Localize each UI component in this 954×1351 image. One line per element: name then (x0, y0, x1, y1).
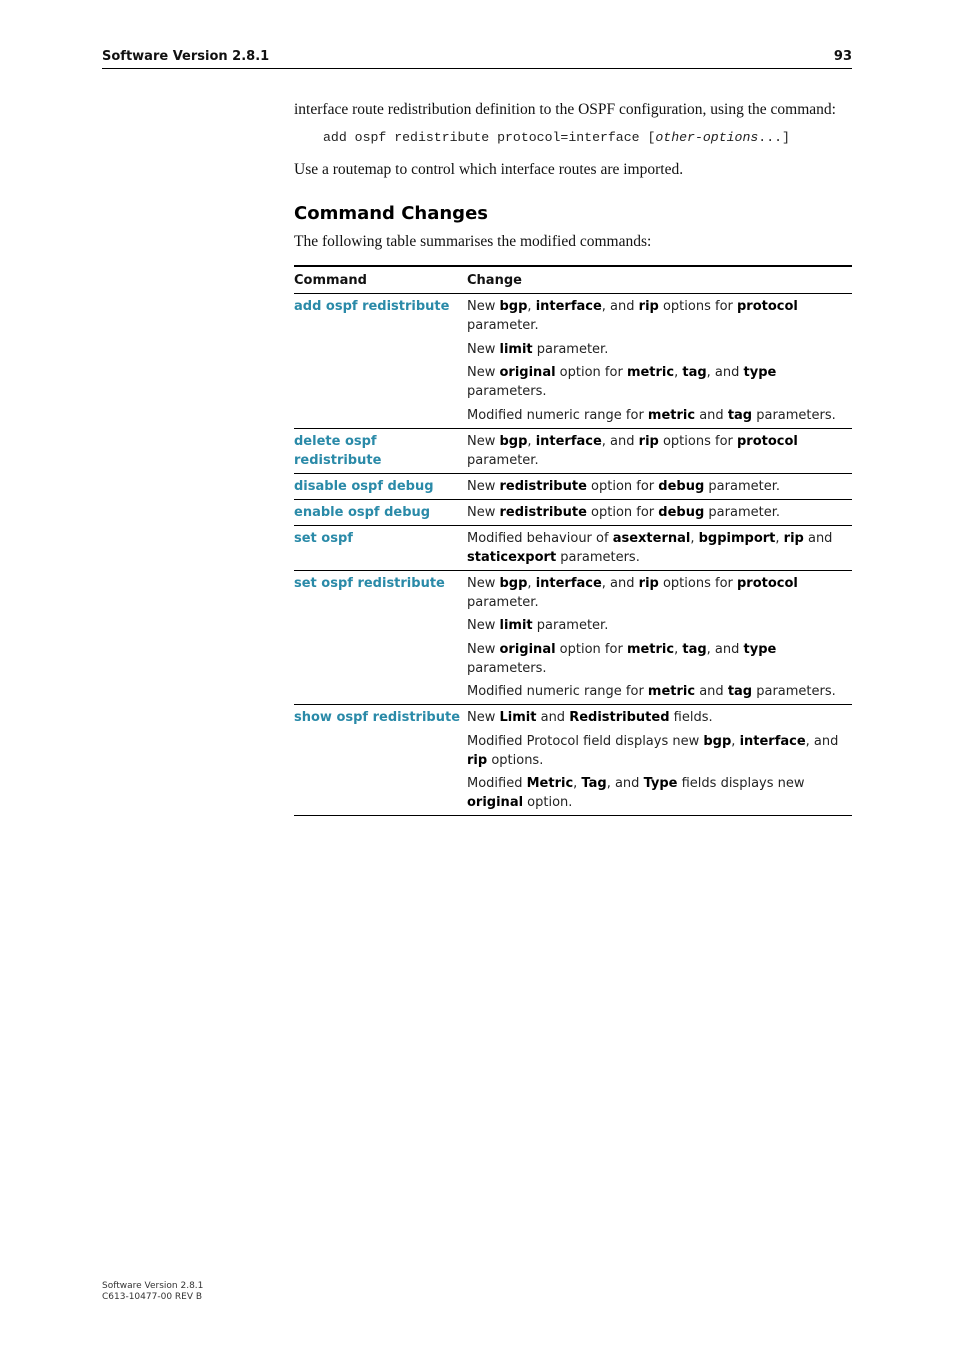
keyword: original (499, 641, 556, 657)
page-number: 93 (833, 49, 852, 64)
keyword: Tag (581, 776, 607, 791)
section-heading: Command Changes (294, 203, 488, 224)
keyword: protocol (737, 299, 798, 314)
keyword: bgpimport (698, 530, 776, 546)
keyword: original (499, 365, 556, 380)
change-text: , and (706, 365, 744, 380)
change-line (467, 529, 852, 567)
change-text: New (467, 710, 500, 725)
keyword: interface (535, 433, 602, 449)
change-line (467, 406, 852, 425)
command-cell (294, 499, 467, 525)
footer-version: Software Version 2.8.1 (102, 1281, 204, 1291)
change-text: , (674, 365, 683, 380)
keyword: metric (647, 684, 696, 699)
keyword: debug (658, 478, 705, 494)
change-text: option. (523, 795, 573, 810)
change-line (467, 574, 852, 612)
change-line (467, 708, 852, 727)
keyword: redistribute (499, 478, 587, 494)
command-link[interactable]: disable ospf debug (294, 478, 434, 494)
change-line (467, 363, 852, 401)
main-content (294, 100, 852, 816)
change-text: , (775, 530, 784, 546)
change-text: New (467, 504, 500, 520)
change-text: options. (487, 752, 544, 768)
change-text: parameters. (467, 384, 547, 399)
section-intro: The following table summarises the modified commands: (294, 233, 652, 250)
change-text: and (536, 710, 570, 725)
keyword: rip (638, 575, 659, 591)
keyword: tag (727, 684, 753, 699)
change-text: parameters. (467, 660, 547, 676)
keyword: Redistributed (569, 710, 670, 725)
command-link[interactable]: add ospf redistribute (294, 299, 450, 314)
change-text: parameter. (704, 504, 780, 520)
page-footer (102, 1281, 203, 1303)
change-text: , and (601, 575, 639, 591)
change-line (467, 640, 852, 678)
keyword: Type (643, 776, 678, 791)
keyword: Limit (499, 710, 537, 725)
change-text: , (731, 733, 740, 749)
change-text: parameter. (532, 341, 609, 357)
column-header-change: Change (467, 266, 852, 294)
command-example (323, 130, 852, 145)
change-cell (467, 525, 852, 570)
table-body (294, 294, 852, 816)
change-line (467, 682, 852, 701)
keyword: limit (499, 341, 533, 357)
keyword: type (743, 641, 777, 657)
change-text: Modified numeric range for (467, 407, 648, 423)
change-line (467, 477, 852, 496)
change-text: Modified Protocol field displays new (467, 733, 704, 749)
column-header-command: Command (294, 266, 467, 294)
change-cell (467, 473, 852, 499)
change-text: option for (586, 478, 659, 494)
table-row (294, 428, 852, 473)
change-text: parameter. (467, 594, 539, 610)
change-line (467, 503, 852, 522)
keyword: metric (647, 407, 696, 423)
change-text: New (467, 433, 500, 449)
change-text: , (527, 433, 536, 449)
change-line (467, 432, 852, 470)
command-cell (294, 294, 467, 429)
change-cell (467, 499, 852, 525)
change-text: and (695, 407, 728, 423)
change-text: and (803, 530, 833, 546)
change-text: parameter. (532, 618, 609, 633)
keyword: bgp (499, 299, 528, 314)
change-text: option for (586, 504, 659, 520)
change-text: , (527, 575, 536, 591)
keyword: limit (499, 618, 533, 633)
change-text: New (467, 478, 500, 494)
change-text: options for (658, 575, 737, 591)
keyword: rip (467, 752, 488, 768)
change-text: Modified numeric range for (467, 684, 648, 699)
change-text: New (467, 618, 500, 633)
change-text: New (467, 299, 500, 314)
keyword: Metric (526, 776, 574, 791)
change-text: , (690, 530, 699, 546)
change-text: parameter. (704, 478, 780, 494)
paragraph-interface-route: interface route redistribution definition to the OSPF configuration, using the command: (294, 101, 836, 118)
command-cell (294, 705, 467, 816)
code-prefix: add ospf redistribute protocol=interface [ (323, 130, 656, 145)
change-text: , (573, 776, 582, 791)
command-cell (294, 473, 467, 499)
command-link[interactable]: set ospf (294, 530, 353, 546)
change-text: , and (606, 776, 644, 791)
change-line (467, 297, 852, 335)
change-text: , and (706, 641, 744, 657)
change-text: Modified (467, 776, 527, 791)
keyword: metric (626, 365, 675, 380)
keyword: interface (739, 733, 806, 749)
keyword: original (467, 795, 524, 810)
change-text: and (695, 684, 728, 699)
keyword: asexternal (612, 530, 691, 546)
change-line (467, 340, 852, 359)
change-text: , (527, 299, 536, 314)
keyword: bgp (703, 733, 732, 749)
keyword: tag (727, 407, 753, 423)
table-row (294, 570, 852, 705)
command-cell (294, 570, 467, 705)
change-text: parameters. (752, 407, 836, 423)
keyword: protocol (737, 575, 798, 591)
code-suffix: ...] (758, 130, 790, 145)
change-text: New (467, 365, 500, 380)
change-text: options for (658, 299, 737, 314)
table-row (294, 705, 852, 816)
keyword: rip (638, 299, 659, 314)
change-text: option for (555, 365, 627, 380)
change-text: , and (601, 433, 639, 449)
table-row (294, 294, 852, 429)
change-text: , and (805, 733, 839, 749)
change-line (467, 616, 852, 635)
keyword: rip (638, 433, 659, 449)
change-text: parameters. (556, 549, 640, 565)
keyword: type (743, 365, 777, 380)
keyword: staticexport (467, 549, 557, 565)
change-line (467, 774, 852, 812)
table-row (294, 499, 852, 525)
code-italic: other-options (655, 130, 759, 145)
change-cell (467, 570, 852, 705)
keyword: bgp (499, 575, 528, 591)
page-header (102, 48, 852, 69)
keyword: bgp (499, 433, 528, 449)
change-cell (467, 705, 852, 816)
change-cell (467, 294, 852, 429)
paragraph-routemap: Use a routemap to control which interface routes are imported. (294, 161, 684, 178)
change-line (467, 732, 852, 770)
change-text: New (467, 641, 500, 657)
change-text: parameter. (467, 452, 539, 468)
change-text: , and (601, 299, 639, 314)
change-text: Modified behaviour of (467, 530, 613, 546)
keyword: interface (535, 575, 602, 591)
change-cell (467, 428, 852, 473)
command-link[interactable]: show ospf redistribute (294, 710, 461, 725)
keyword: protocol (737, 433, 798, 449)
change-text: options for (658, 433, 737, 449)
command-cell (294, 428, 467, 473)
command-link[interactable]: delete ospf redistribute (294, 433, 382, 468)
change-text: , (674, 641, 683, 657)
header-title: Software Version 2.8.1 (102, 49, 270, 64)
table-row (294, 473, 852, 499)
change-text: New (467, 341, 500, 357)
change-text: fields. (669, 710, 713, 725)
keyword: interface (535, 299, 602, 314)
keyword: metric (626, 641, 675, 657)
command-link[interactable]: enable ospf debug (294, 504, 431, 520)
keyword: redistribute (499, 504, 587, 520)
command-changes-table (294, 265, 852, 816)
change-text: New (467, 575, 500, 591)
command-link[interactable]: set ospf redistribute (294, 575, 445, 591)
keyword: debug (658, 504, 705, 520)
change-text: parameter. (467, 318, 539, 333)
change-text: option for (555, 641, 627, 657)
keyword: tag (682, 365, 707, 380)
footer-doc-number: C613-10477-00 REV B (102, 1292, 203, 1302)
change-text: parameters. (752, 684, 836, 699)
table-header-row (294, 266, 852, 294)
keyword: rip (783, 530, 804, 546)
change-text: fields displays new (677, 776, 805, 791)
command-cell (294, 525, 467, 570)
table-row (294, 525, 852, 570)
keyword: tag (682, 641, 707, 657)
